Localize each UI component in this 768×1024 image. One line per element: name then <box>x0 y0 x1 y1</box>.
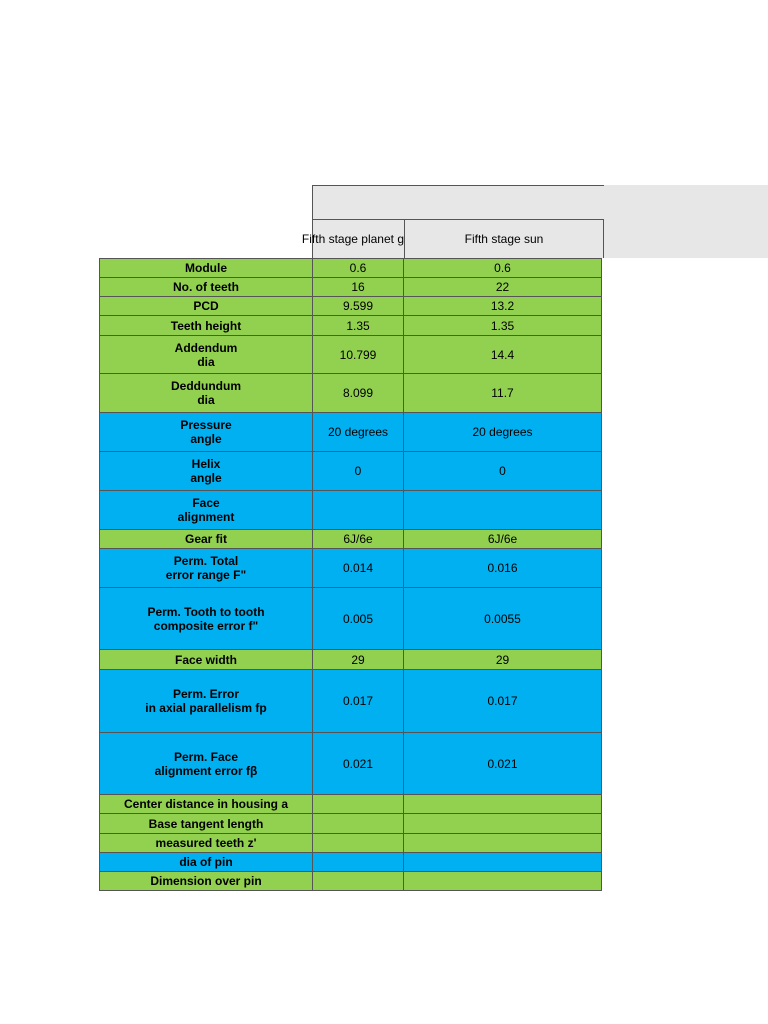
table-row <box>100 491 602 530</box>
header-border-right <box>603 219 604 258</box>
row-label-line: error range F" <box>165 568 247 582</box>
planet-value-cell: 10.799 <box>313 336 404 374</box>
row-label-line: Perm. Error <box>172 687 240 701</box>
row-label <box>100 834 313 853</box>
row-label-line: Helix <box>191 457 221 471</box>
planet-value-cell <box>313 872 404 891</box>
planet-value-cell: 8.099 <box>313 374 404 413</box>
row-label-line: No. of teeth <box>173 280 239 294</box>
sun-value-cell: 0.017 <box>404 670 602 733</box>
sun-value-cell: 11.7 <box>404 374 602 413</box>
sun-value-cell <box>404 872 602 891</box>
sun-value-cell <box>404 853 602 872</box>
row-label-line: dia <box>197 354 215 369</box>
row-label-line: Deddundum <box>171 379 241 393</box>
table-row <box>100 733 602 795</box>
row-label <box>100 814 313 834</box>
planet-value-cell: 0.017 <box>313 670 404 733</box>
row-label <box>100 336 313 374</box>
sun-value-cell <box>404 795 602 814</box>
sun-value-cell: 0.0055 <box>404 588 602 650</box>
sun-value-cell: 6J/6e <box>404 530 602 549</box>
column-header-sun: Fifth stage sun <box>464 232 544 246</box>
table-row <box>100 588 602 650</box>
row-label-line: dia of pin <box>179 855 233 869</box>
sun-value-cell: 0.021 <box>404 733 602 795</box>
gear-spec-table-body <box>100 259 602 891</box>
table-row <box>100 670 602 733</box>
sun-value-cell: 1.35 <box>404 316 602 336</box>
row-label-line: angle <box>190 471 222 485</box>
table-row <box>100 853 602 872</box>
row-label <box>100 530 313 549</box>
planet-value-cell: 29 <box>313 650 404 670</box>
row-label-line: Face width <box>174 652 237 667</box>
row-label-line: Dimension over pin <box>150 874 262 888</box>
sun-value-cell: 13.2 <box>404 297 602 316</box>
table-row <box>100 413 602 452</box>
gear-spec-table <box>99 258 602 891</box>
planet-value-cell: 0.6 <box>313 259 404 278</box>
row-label <box>100 452 313 491</box>
row-label-line: alignment <box>177 510 235 524</box>
row-label <box>100 374 313 413</box>
row-label-line: PCD <box>193 299 219 313</box>
planet-value-cell <box>313 795 404 814</box>
planet-value-cell: 1.35 <box>313 316 404 336</box>
table-row <box>100 650 602 670</box>
sun-value-cell: 0.016 <box>404 549 602 588</box>
sun-value-cell: 0 <box>404 452 602 491</box>
row-label <box>100 650 313 670</box>
row-label-line: measured teeth z' <box>155 836 257 850</box>
row-label <box>100 872 313 891</box>
planet-value-cell: 9.599 <box>313 297 404 316</box>
sun-value-cell: 14.4 <box>404 336 602 374</box>
planet-value-cell <box>313 853 404 872</box>
row-label <box>100 670 313 733</box>
row-label-line: Perm. Tooth to tooth <box>147 604 265 619</box>
table-row <box>100 549 602 588</box>
table-row <box>100 795 602 814</box>
planet-value-cell: 0.014 <box>313 549 404 588</box>
row-label-line: Addendum <box>174 340 238 355</box>
planet-value-cell: 20 degrees <box>313 413 404 452</box>
row-label-line: dia <box>197 393 215 407</box>
planet-value-cell: 6J/6e <box>313 530 404 549</box>
row-label-line: angle <box>190 432 222 446</box>
row-label <box>100 733 313 795</box>
table-row <box>100 336 602 374</box>
table-row <box>100 259 602 278</box>
row-label <box>100 549 313 588</box>
row-label <box>100 259 313 278</box>
row-label-line: Module <box>185 261 227 275</box>
row-label-line: Pressure <box>180 418 232 432</box>
column-header-planet: Fifth stage planet g <box>301 232 404 246</box>
row-label <box>100 278 313 297</box>
row-label <box>100 297 313 316</box>
planet-value-cell: 0 <box>313 452 404 491</box>
row-label-line: Face <box>192 496 220 510</box>
row-label <box>100 588 313 650</box>
planet-value-cell: 0.021 <box>313 733 404 795</box>
row-label-line: composite error f" <box>153 618 259 633</box>
sun-value-cell: 29 <box>404 650 602 670</box>
row-label-line: Teeth height <box>170 318 242 333</box>
sun-value-cell <box>404 814 602 834</box>
planet-value-cell: 16 <box>313 278 404 297</box>
row-label-line: Center distance in housing a <box>123 797 289 811</box>
header-border-top <box>313 185 604 186</box>
sun-value-cell <box>404 834 602 853</box>
row-label-line: alignment error fβ <box>154 763 258 778</box>
table-row <box>100 834 602 853</box>
row-label-line: in axial parallelism fp <box>145 701 267 715</box>
table-row <box>100 530 602 549</box>
table-row <box>100 316 602 336</box>
table-row <box>100 278 602 297</box>
row-label-line: Base tangent length <box>148 816 264 831</box>
table-row <box>100 452 602 491</box>
sun-value-cell: 0.6 <box>404 259 602 278</box>
planet-value-cell <box>313 814 404 834</box>
row-label-line: Gear fit <box>184 532 227 546</box>
planet-value-cell: 0.005 <box>313 588 404 650</box>
sun-value-cell: 20 degrees <box>404 413 602 452</box>
row-label <box>100 853 313 872</box>
row-label <box>100 316 313 336</box>
row-label <box>100 795 313 814</box>
row-label <box>100 413 313 452</box>
table-row <box>100 872 602 891</box>
table-row <box>100 814 602 834</box>
sun-value-cell: 22 <box>404 278 602 297</box>
row-label-line: Perm. Total <box>173 554 239 568</box>
row-label <box>100 491 313 530</box>
table-row <box>100 374 602 413</box>
planet-value-cell <box>313 834 404 853</box>
sun-value-cell <box>404 491 602 530</box>
row-label-line: Perm. Face <box>173 749 239 764</box>
table-row <box>100 297 602 316</box>
planet-value-cell <box>313 491 404 530</box>
